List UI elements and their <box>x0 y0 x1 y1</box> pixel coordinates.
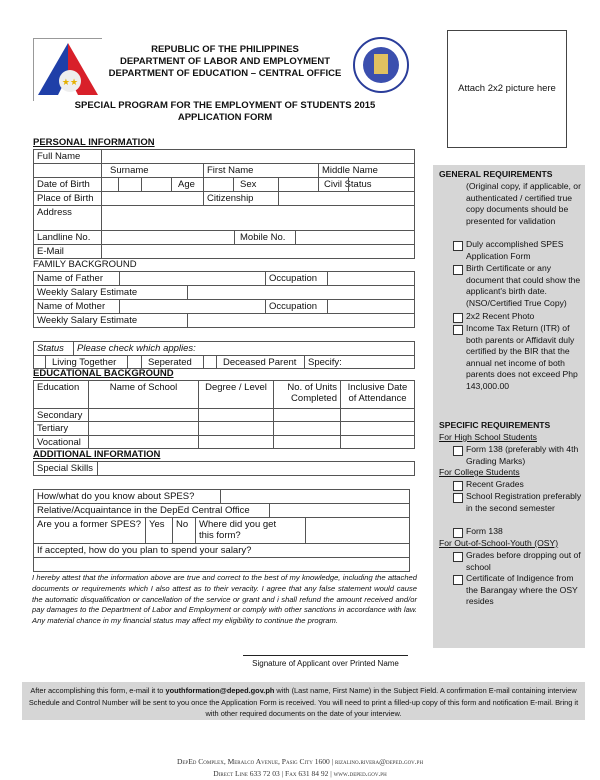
photo-box[interactable]: Attach 2x2 picture here <box>447 30 567 148</box>
relative-label: Relative/Acquaintance in the DepEd Central Office <box>33 503 270 518</box>
dob-label: Date of Birth <box>33 177 102 192</box>
dob-field-2[interactable] <box>118 177 142 192</box>
checkbox[interactable] <box>453 528 463 538</box>
education-heading: EDUCATIONAL BACKGROUND <box>33 368 174 379</box>
requirement-item: Form 138 <box>466 526 503 536</box>
edu-cell[interactable] <box>88 421 199 436</box>
edu-cell[interactable] <box>198 435 274 449</box>
requirement-item: Recent Grades <box>466 479 524 489</box>
signature-label: Signature of Applicant over Printed Name <box>252 659 399 668</box>
civil-status-field[interactable] <box>348 177 415 192</box>
notice-text: with (Last name, First Name) in the Subject Field. A confirmation E-mail containing interview Schedule and Control Number will be sent to you once the Application Form is received. You will need to print a filled-up copy of this form and notification E-mail. Bring it with other required documents on the date of your interview. <box>28 686 579 718</box>
requirement-item: Grades before dropping out of school <box>466 550 581 572</box>
requirement-item: School Registration preferably in the second semester <box>466 491 582 513</box>
header-line-3: DEPARTMENT OF EDUCATION – CENTRAL OFFICE <box>108 68 342 79</box>
header-line-1: REPUBLIC OF THE PHILIPPINES <box>151 44 299 55</box>
mother-label: Name of Mother <box>33 299 120 314</box>
father-field[interactable] <box>119 271 266 286</box>
edu-cell[interactable] <box>340 421 415 436</box>
where-field[interactable] <box>305 517 410 544</box>
header-line-2: DEPARTMENT OF LABOR AND EMPLOYMENT <box>119 56 331 67</box>
pob-label: Place of Birth <box>33 191 102 206</box>
blank-cell <box>33 163 102 178</box>
checkbox[interactable] <box>453 313 463 323</box>
checkbox[interactable] <box>453 241 463 251</box>
edu-cell[interactable] <box>273 421 341 436</box>
middle-name-label: Middle Name <box>318 163 415 178</box>
requirements-panel <box>433 165 585 648</box>
checkbox[interactable] <box>453 446 463 456</box>
signature-line[interactable] <box>243 655 408 656</box>
edu-cell[interactable] <box>88 408 199 422</box>
former-yes-option[interactable]: Yes <box>145 517 173 544</box>
first-name-label: First Name <box>203 163 319 178</box>
father-salary-label: Weekly Salary Estimate <box>33 285 188 300</box>
dole-logo <box>33 38 102 101</box>
edu-col-education: Education <box>33 380 89 409</box>
general-heading: GENERAL REQUIREMENTS <box>439 169 553 179</box>
mobile-field[interactable] <box>295 230 415 245</box>
edu-cell[interactable] <box>340 435 415 449</box>
email-label: E-Mail <box>33 244 102 259</box>
college-heading: For College Students <box>439 467 520 477</box>
sex-field[interactable] <box>278 177 319 192</box>
father-salary-field[interactable] <box>187 285 415 300</box>
requirement-item: Income Tax Return (ITR) of both parents or Affidavit duly certified by the BIR that the annual net income of both parents does not exceed Php 143,000.00 <box>466 323 578 391</box>
edu-cell[interactable] <box>198 421 274 436</box>
general-note: (Original copy, if applicable, or authenticated / certified true copy documents should be presented for validation <box>466 181 581 226</box>
edu-cell[interactable] <box>273 435 341 449</box>
civil-status-label: Civil Status <box>318 177 349 192</box>
father-occupation-label: Occupation <box>265 271 328 286</box>
mother-salary-label: Weekly Salary Estimate <box>33 313 188 328</box>
edu-row-label: Tertiary <box>33 421 89 436</box>
notice-email-link[interactable]: youthformation@deped.gov.ph <box>165 686 275 695</box>
where-label: Where did you get this form? <box>195 517 306 544</box>
title-line-2: APPLICATION FORM <box>177 112 273 123</box>
edu-cell[interactable] <box>340 408 415 422</box>
relative-field[interactable] <box>269 503 410 518</box>
specific-heading: SPECIFIC REQUIREMENTS <box>439 420 551 430</box>
edu-cell[interactable] <box>273 408 341 422</box>
former-spes-label: Are you a former SPES? <box>33 517 146 544</box>
how-field[interactable] <box>220 489 410 504</box>
deceased-label: Deceased Parent <box>216 355 305 369</box>
checkbox[interactable] <box>453 481 463 491</box>
mobile-label: Mobile No. <box>234 230 296 245</box>
requirement-item: 2x2 Recent Photo <box>466 311 535 321</box>
plan-label: If accepted, how do you plan to spend your salary? <box>33 543 410 558</box>
address-label: Address <box>33 205 102 231</box>
checkbox[interactable] <box>453 265 463 275</box>
former-no-option[interactable]: No <box>172 517 196 544</box>
title-line-1: SPECIAL PROGRAM FOR THE EMPLOYMENT OF STUDENTS 2015 <box>74 100 376 111</box>
family-heading: FAMILY BACKGROUND <box>33 259 137 270</box>
edu-cell[interactable] <box>88 435 199 449</box>
requirement-item: Form 138 (preferably with 4th Grading Marks) <box>466 444 579 466</box>
form-title <box>60 100 390 124</box>
additional-heading: ADDITIONAL INFORMATION <box>33 449 161 460</box>
attestation-text: I hereby attest that the information above are true and correct to the best of my knowledge, including the attached documents or requirements which I also attest as to their veracity. I agree that any false statement would cause the automatic disqualification or cancellation of the service or grant and i shall refund the amount received and/or pay damages to the Department of Labor and Employment or comply with other sanctions in accordance with law. Any material chance in my financial status may affect my eligibility to continue the program. <box>32 573 417 626</box>
email-field[interactable] <box>101 244 415 259</box>
requirement-item: Certificate of Indigence from the Barangay where the OSY resides <box>466 573 578 606</box>
full-name-label: Full Name <box>33 149 102 164</box>
separated-checkbox[interactable] <box>127 355 142 369</box>
footer <box>0 756 600 780</box>
specify-field[interactable]: Specify: <box>304 355 415 369</box>
edu-row-label: Secondary <box>33 408 89 422</box>
separated-label: Seperated <box>141 355 204 369</box>
submission-notice <box>22 682 585 720</box>
edu-col-school: Name of School <box>88 380 199 409</box>
notice-text: After accomplishing this form, e-mail it to <box>30 686 166 695</box>
deceased-checkbox[interactable] <box>203 355 217 369</box>
osy-heading: For Out-of-School-Youth (OSY) <box>439 538 559 548</box>
checkbox[interactable] <box>453 325 463 335</box>
father-occupation-field[interactable] <box>327 271 415 286</box>
full-name-field[interactable] <box>101 149 415 164</box>
sex-label: Sex <box>233 177 279 192</box>
status-instruction: Please check which applies: <box>73 341 415 356</box>
age-field[interactable] <box>203 177 234 192</box>
address-field[interactable] <box>101 205 415 231</box>
skills-field[interactable] <box>97 461 415 476</box>
edu-col-units: No. of Units Completed <box>273 380 341 409</box>
checkbox[interactable] <box>453 493 463 503</box>
living-together-label: Living Together <box>45 355 128 369</box>
surname-label: Surname <box>101 163 204 178</box>
landline-label: Landline No. <box>33 230 102 245</box>
requirement-item: Duly accomplished SPES Application Form <box>466 239 564 261</box>
edu-col-degree: Degree / Level <box>198 380 274 409</box>
footer-line-1: DepEd Complex, Meralco Avenue, Pasig City 1600 | rizalino.rivera@deped.gov.ph <box>176 757 424 766</box>
requirement-item: Birth Certificate or any document that could show the applicant's birth date. (NSO/Certified True Copy) <box>466 263 581 308</box>
header-block <box>100 44 350 80</box>
edu-col-dates: Inclusive Date of Attendance <box>340 380 415 409</box>
hs-heading: For High School Students <box>439 432 537 442</box>
dob-field-1[interactable] <box>101 177 119 192</box>
citizenship-label: Citizenship <box>203 191 279 206</box>
mother-occupation-label: Occupation <box>265 299 328 314</box>
mother-field[interactable] <box>119 299 266 314</box>
footer-line-2: Direct Line 633 72 03 | Fax 631 84 92 | www.deped.gov.ph <box>213 769 387 778</box>
age-label: Age <box>171 177 204 192</box>
plan-field[interactable] <box>33 557 410 572</box>
svg-text:★★: ★★ <box>61 77 79 87</box>
mother-occupation-field[interactable] <box>327 299 415 314</box>
checkbox[interactable] <box>453 575 463 585</box>
skills-label: Special Skills <box>33 461 98 476</box>
deped-seal <box>352 36 410 94</box>
landline-field[interactable] <box>101 230 235 245</box>
checkbox[interactable] <box>453 552 463 562</box>
edu-row-label: Vocational <box>33 435 89 449</box>
personal-heading: PERSONAL INFORMATION <box>33 137 155 148</box>
citizenship-field[interactable] <box>278 191 415 206</box>
mother-salary-field[interactable] <box>187 313 415 328</box>
father-label: Name of Father <box>33 271 120 286</box>
edu-cell[interactable] <box>198 408 274 422</box>
pob-field[interactable] <box>101 191 204 206</box>
status-label: Status <box>33 341 74 356</box>
how-label: How/what do you know about SPES? <box>33 489 221 504</box>
dob-field-3[interactable] <box>141 177 172 192</box>
